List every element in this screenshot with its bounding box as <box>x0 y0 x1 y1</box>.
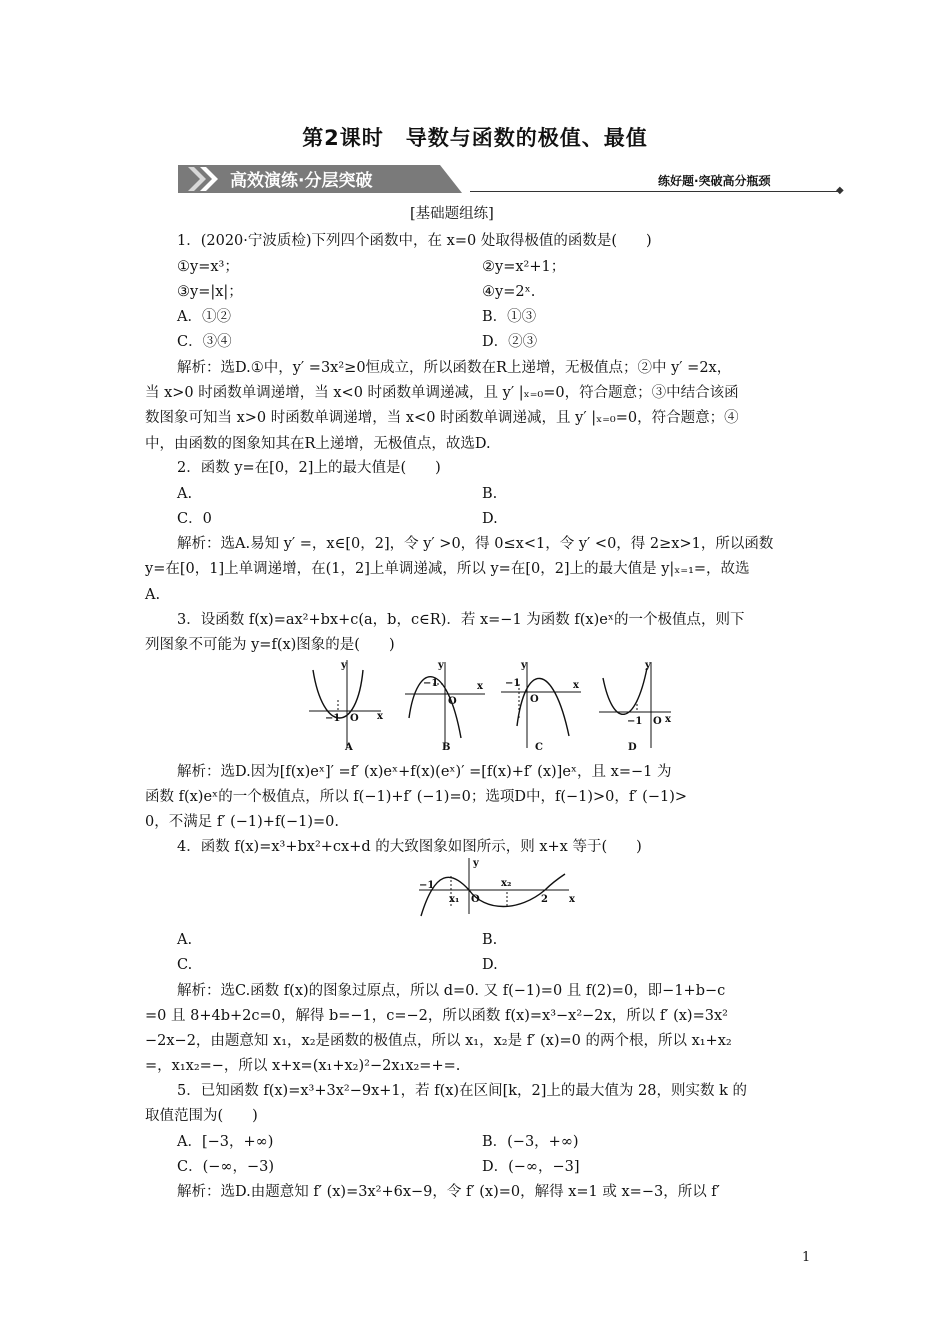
q4-option-a: A. <box>177 932 193 948</box>
q5-option-d: D．(−∞，−3] <box>482 1159 580 1175</box>
graph-a-m1-label: −1 <box>325 713 341 724</box>
q2-option-c: C．0 <box>177 511 212 527</box>
graph-b-y-label: y <box>438 660 444 671</box>
graph-a-y-label: y <box>341 660 347 671</box>
q4-y-label: y <box>473 858 479 869</box>
graph-a <box>309 660 384 753</box>
graph-c-x-label: x <box>573 680 579 691</box>
graph-d-origin-label: O <box>653 716 662 727</box>
q4-option-b: B. <box>482 932 498 948</box>
graph-d-x-label: x <box>665 714 671 725</box>
q4-solution-line: 解析：选C.函数 f(x)的图象过原点，所以 d=0. 又 f(−1)=0 且 f(2)=0，即−1+b−c <box>177 983 726 999</box>
q1-solution-line: 数图象可知当 x>0 时函数单调递增，当 x<0 时函数单调递减，且 y′ |ₓ₌₀=0，符合题意；④ <box>145 410 739 426</box>
banner-rule <box>470 191 842 192</box>
q5-option-b: B．(−3，+∞) <box>482 1134 579 1150</box>
graph-c-origin-label: O <box>530 694 539 705</box>
q4-stem: 4．函数 f(x)=x³+bx²+cx+d 的大致图象如图所示，则 x+x 等于( ) <box>177 839 642 855</box>
q3-stem: 列图象不可能为 y=f(x)图象的是( ) <box>145 637 395 653</box>
q2-solution-line: A. <box>145 587 161 603</box>
q1-option-a: A．①② <box>177 309 231 325</box>
q1-opt1: ①y=x³； <box>177 259 239 275</box>
q2-option-a: A. <box>177 486 193 502</box>
graph-d <box>599 660 672 753</box>
q3-solution-line: 解析：选D.因为[f(x)eˣ]′ =f′ (x)eˣ+f(x)(eˣ)′ =[f(x)+f′ (x)]eˣ，且 x=−1 为 <box>177 764 672 780</box>
q4-x-label: x <box>569 894 575 905</box>
graph-d-caption: D <box>628 742 637 753</box>
graph-b <box>405 660 485 753</box>
q1-solution-line: 当 x>0 时函数单调递增，当 x<0 时函数单调递减，且 y′ |ₓ₌₀=0，符合题意；③中结合该函 <box>145 385 739 401</box>
banner-right-text: 练好题·突破高分瓶颈 <box>658 174 771 188</box>
q1-option-d: D．②③ <box>482 334 538 350</box>
q4-graph <box>415 856 575 918</box>
q1-solution-line: 解析：选D.①中，y′ =3x²≥0恒成立，所以函数在R上递增，无极值点；②中 y′ =2x， <box>177 360 732 376</box>
section-heading: [基础题组练] <box>410 206 494 222</box>
q3-graphs <box>305 656 675 756</box>
graph-b-m1-label: −1 <box>423 678 439 689</box>
q1-stem: 1．(2020·宁波质检)下列四个函数中，在 x=0 处取得极值的函数是( ) <box>177 233 652 249</box>
q4-option-c: C. <box>177 957 193 973</box>
q4-x2-label: x₂ <box>501 878 512 889</box>
q1-opt4: ④y=2ˣ. <box>482 284 536 300</box>
q3-stem: 3．设函数 f(x)=ax²+bx+c(a，b，c∈R)．若 x=−1 为函数 f(x)eˣ的一个极值点，则下 <box>177 612 745 628</box>
q1-option-c: C．③④ <box>177 334 232 350</box>
q2-option-d: D. <box>482 511 498 527</box>
page-title: 第2课时 导数与函数的极值、最值 <box>302 126 648 150</box>
banner-left-text: 高效演练·分层突破 <box>230 171 373 191</box>
q3-solution-line: 0，不满足 f′ (−1)+f(−1)=0. <box>145 814 339 830</box>
graph-d-y-label: y <box>645 660 651 671</box>
graph-b-caption: B <box>442 742 451 753</box>
q5-stem: 5．已知函数 f(x)=x³+3x²−9x+1，若 f(x)在区间[k，2]上的最大值为 28，则实数 k 的 <box>177 1083 747 1099</box>
q2-solution-line: y=在[0，1]上单调递增，在(1，2]上单调递减，所以 y=在[0，2]上的最大值是 y|ₓ₌₁=，故选 <box>145 561 750 577</box>
q4-m1-label: −1 <box>419 880 435 891</box>
q5-option-a: A．[−3，+∞) <box>177 1134 274 1150</box>
page-number: 1 <box>802 1250 811 1265</box>
q1-solution-line: 中，由函数的图象知其在R上递增，无极值点，故选D. <box>145 436 491 452</box>
q4-solution-line: −2x−2，由题意知 x₁，x₂是函数的极值点，所以 x₁，x₂是 f′ (x)=0 的两个根，所以 x₁+x₂ <box>145 1033 732 1049</box>
graph-c <box>501 660 581 753</box>
q4-option-d: D. <box>482 957 498 973</box>
q5-stem: 取值范围为( ) <box>145 1108 258 1124</box>
q2-solution-line: 解析：选A.易知 y′ =，x∈[0，2]，令 y′ >0，得 0≤x<1，令 y′ <0，得 2≥x>1，所以函数 <box>177 536 774 552</box>
section-banner <box>178 163 468 195</box>
q3-solution-line: 函数 f(x)eˣ的一个极值点，所以 f(−1)+f′ (−1)=0；选项D中，f(−1)>0，f′ (−1)> <box>145 789 687 805</box>
graph-a-caption: A <box>345 742 353 753</box>
q2-option-b: B. <box>482 486 498 502</box>
q4-solution-line: =，x₁x₂=−，所以 x+x=(x₁+x₂)²−2x₁x₂=+=. <box>145 1058 461 1074</box>
q4-two-label: 2 <box>541 894 548 905</box>
graph-a-origin-label: O <box>350 713 359 724</box>
diamond-icon: ◆ <box>836 185 844 196</box>
graph-c-caption: C <box>535 742 543 753</box>
q4-origin-label: O <box>471 894 480 905</box>
q5-option-c: C．(−∞，−3) <box>177 1159 275 1175</box>
q4-x1-label: x₁ <box>449 894 460 905</box>
graph-b-x-label: x <box>477 681 483 692</box>
q4-solution-line: =0 且 8+4b+2c=0，解得 b=−1，c=−2，所以函数 f(x)=x³−x²−2x，所以 f′ (x)=3x² <box>145 1008 728 1024</box>
q1-opt3: ③y=|x|； <box>177 284 243 300</box>
q1-option-b: B．①③ <box>482 309 537 325</box>
graph-d-m1-label: −1 <box>627 716 643 727</box>
graph-b-origin-label: O <box>448 696 457 707</box>
q1-opt2: ②y=x²+1； <box>482 259 566 275</box>
graph-c-y-label: y <box>521 660 527 671</box>
q2-stem: 2．函数 y=在[0，2]上的最大值是( ) <box>177 460 441 476</box>
graph-a-x-label: x <box>377 711 383 722</box>
graph-c-m1-label: −1 <box>505 678 521 689</box>
q5-solution-line: 解析：选D.由题意知 f′ (x)=3x²+6x−9，令 f′ (x)=0，解得 x=1 或 x=−3，所以 f′ <box>177 1184 720 1200</box>
